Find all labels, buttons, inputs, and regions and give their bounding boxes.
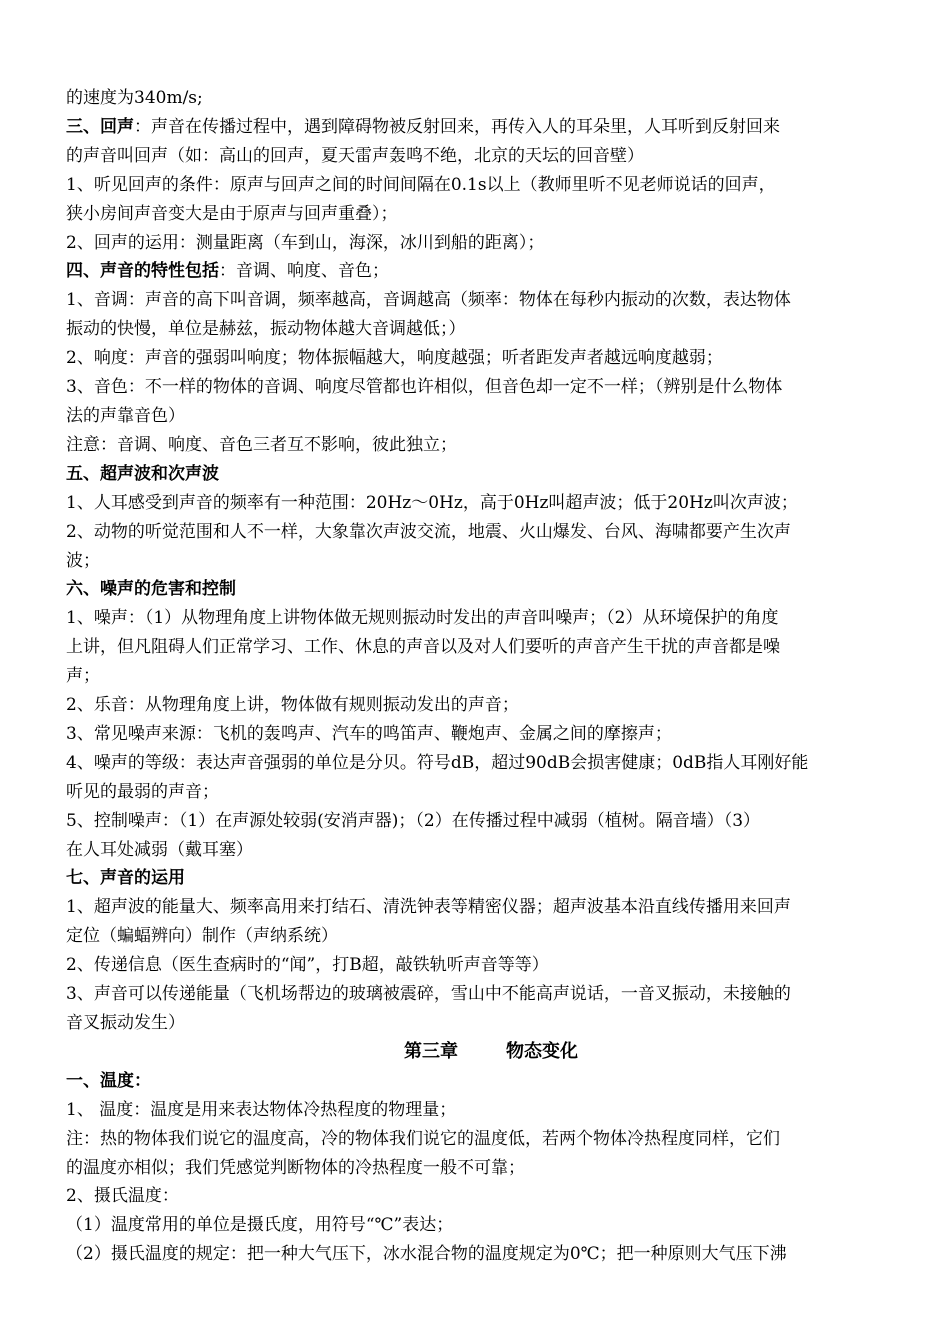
text-line: （1）温度常用的单位是摄氏度，用符号“℃”表达； (66, 1215, 454, 1236)
section-heading: 七、声音的运用 (66, 868, 185, 889)
chapter-number: 第三章 (404, 1040, 458, 1062)
section-heading: 五、超声波和次声波 (66, 463, 219, 484)
text-line: 狭小房间声音变大是由于原声与回声重叠）； (66, 203, 398, 224)
text-line: 的温度亦相似；我们凭感觉判断物体的冷热程度一般不可靠； (66, 1157, 525, 1178)
section-text: ：声音在传播过程中，遇到障碍物被反射回来，再传入人的耳朵里，人耳听到反射回来 (134, 116, 780, 137)
text-line: 定位（蝙蝠辨向）制作（声纳系统） (66, 926, 338, 947)
text-line: 2、动物的听觉范围和人不一样，大象靠次声波交流，地震、火山爆发、台风、海啸都要产生次声 (66, 521, 791, 542)
text-line: 在人耳处减弱（戴耳塞） (66, 839, 253, 860)
text-line: 波； (66, 550, 100, 571)
section-text: ：音调、响度、音色； (219, 261, 389, 282)
text-line: 的速度为340m/s; (66, 88, 203, 108)
text-line: 振动的快慢，单位是赫兹，振动物体越大音调越低；） (66, 319, 466, 340)
text-line: 2、传递信息（医生查病时的“闻”，打B超，敲铁轨听声音等等） (66, 955, 549, 976)
text-line: 听见的最弱的声音； (66, 781, 219, 802)
text-line: 的声音叫回声（如：高山的回声，夏天雷声轰鸣不绝，北京的天坛的回音壁） (66, 145, 644, 166)
text-line: 2、响度：声音的强弱叫响度；物体振幅越大，响度越强；听者距发声者越远响度越弱； (66, 348, 723, 369)
text-line: 1、超声波的能量大、频率高用来打结石、清洗钟表等精密仪器；超声波基本沿直线传播用来回声 (66, 897, 791, 918)
text-line: 3、常见噪声来源：飞机的轰鸣声、汽车的鸣笛声、鞭炮声、金属之间的摩擦声； (66, 723, 672, 744)
section-heading: 四、声音的特性包括 (66, 261, 219, 282)
chapter-name: 物态变化 (506, 1040, 578, 1062)
text-line: 音叉振动发生） (66, 1013, 185, 1033)
text-line: 2、回声的运用：测量距离（车到山，海深，冰川到船的距离）； (66, 232, 545, 253)
text-line: （2）摄氏温度的规定：把一种大气压下，冰水混合物的温度规定为0℃；把一种原则大气压下沸 (66, 1244, 787, 1265)
text-line: 4、噪声的等级：表达声音强弱的单位是分贝。符号dB，超过90dB会损害健康；0dB指人耳刚好能 (66, 752, 809, 773)
text-line: 2、摄氏温度： (66, 1186, 179, 1207)
text-line: 注意：音调、响度、音色三者互不影响，彼此独立； (66, 434, 457, 455)
section-heading: 六、噪声的危害和控制 (66, 579, 236, 600)
text-line: 1、 温度：温度是用来表达物体冷热程度的物理量； (66, 1099, 457, 1120)
text-line: 1、听见回声的条件：原声与回声之间的时间间隔在0.1s以上（教师里听不见老师说话的回声， (66, 174, 776, 195)
section-heading-line (66, 257, 896, 286)
text-line: 上讲，但凡阻碍人们正常学习、工作、休息的声音以及对人们要听的声音产生干扰的声音都是噪 (66, 637, 780, 658)
text-line: 1、人耳感受到声音的频率有一种范围：20Hz～0Hz，高于0Hz叫超声波；低于20Hz叫次声波； (66, 492, 798, 513)
section-heading: 一、温度： (66, 1070, 151, 1091)
text-line: 2、乐音：从物理角度上讲，物体做有规则振动发出的声音； (66, 695, 519, 716)
text-line: 3、声音可以传递能量（飞机场帮边的玻璃被震碎，雪山中不能高声说话，一音叉振动，未接触的 (66, 984, 791, 1005)
text-line: 1、噪声：（1）从物理角度上讲物体做无规则振动时发出的声音叫噪声；（2）从环境保护的角度 (66, 608, 779, 629)
text-line: 5、控制噪声：（1）在声源处较弱(安消声器)；（2）在传播过程中减弱（植树。隔音墙）（3） (66, 810, 761, 831)
section-heading-line (66, 113, 896, 142)
text-line: 3、音色：不一样的物体的音调、响度尽管都也许相似，但音色却一定不一样；（辨别是什么物体 (66, 377, 783, 398)
text-line: 声； (66, 666, 100, 687)
text-line: 1、音调：声音的高下叫音调，频率越高，音调越高（频率：物体在每秒内振动的次数，表达物体 (66, 290, 791, 311)
chapter-title (66, 1038, 896, 1067)
document-page (66, 84, 896, 1269)
text-line: 法的声靠音色） (66, 405, 185, 426)
section-heading: 三、回声 (66, 116, 134, 137)
text-line: 注：热的物体我们说它的温度高，冷的物体我们说它的温度低，若两个物体冷热程度同样，它们 (66, 1128, 780, 1149)
